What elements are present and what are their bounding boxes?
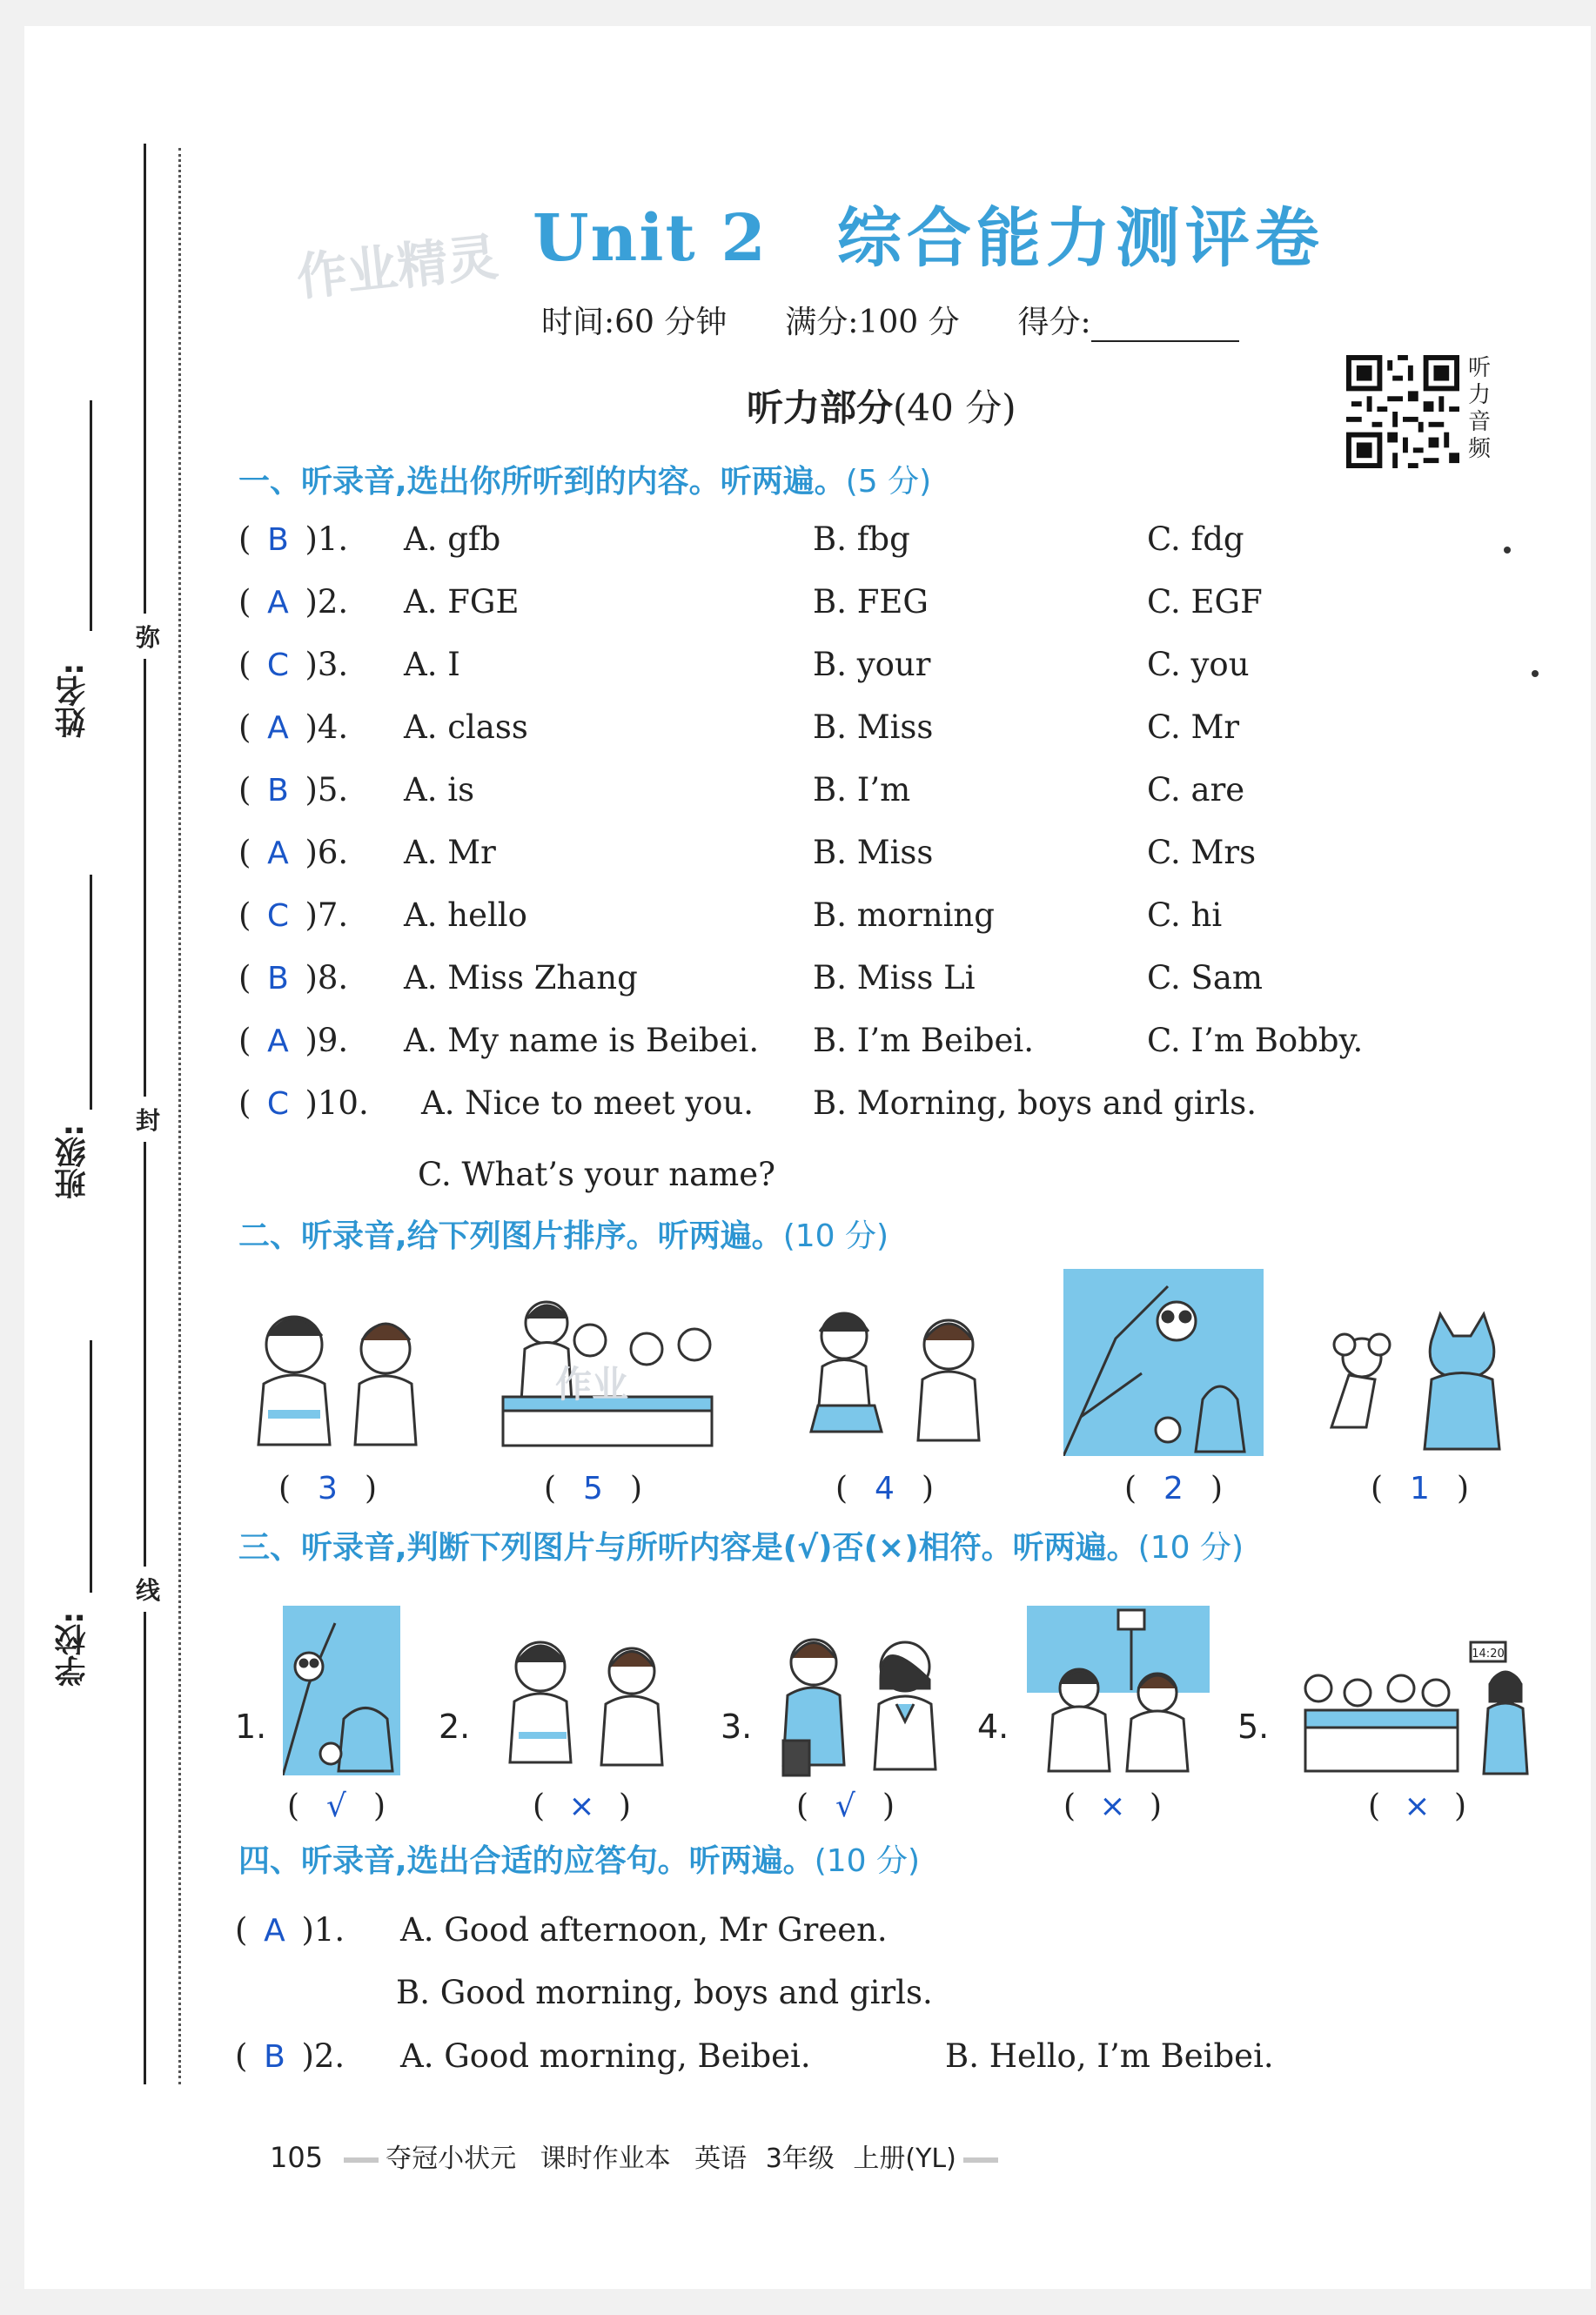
option-c-text: C. I’m Bobby. (1147, 1022, 1364, 1059)
picture-panda-tree-small (283, 1606, 400, 1775)
section1-points: (5 分) (845, 464, 932, 500)
section4-points: (10 分) (814, 1843, 921, 1879)
option-a-text: A. Miss Zhang (404, 959, 638, 996)
answer-bracket: ( C )3. (238, 646, 349, 683)
picture-number: 1. (235, 1708, 267, 1746)
time-limit: 时间:60 分钟 (541, 305, 728, 340)
part-points: (40 分) (893, 386, 1016, 429)
section3-title (238, 1523, 1244, 1567)
footer-arrow (344, 2157, 379, 2163)
qr-label-char: 频 (1467, 436, 1491, 462)
answer-value[interactable]: B (267, 522, 289, 558)
answer-bracket: ( B )1. (238, 520, 349, 558)
option-a-text: A. class (404, 708, 528, 746)
score-blank[interactable] (1091, 314, 1239, 342)
margin-dot (1504, 547, 1511, 554)
score-label: 得分: (1017, 305, 1091, 340)
picture-girl-and-boy-waving (783, 1297, 1018, 1458)
question-number: )5. (305, 771, 349, 809)
section1-title (238, 457, 931, 501)
school-blank-line (90, 1340, 92, 1593)
section4-title-text: 四、听录音,选出合适的应答句。听两遍。 (238, 1843, 815, 1879)
option-c-text: C. fdg (1147, 520, 1244, 558)
option-a-text: A. gfb (404, 520, 501, 558)
picture-basketball-court (1027, 1606, 1210, 1775)
section2-points: (10 分) (782, 1218, 889, 1254)
question-10-option-c (418, 1156, 775, 1201)
option-c-text: C. you (1147, 646, 1250, 683)
answer-bracket: ( A )6. (238, 834, 349, 871)
order-answer-box: ( 3 ) (278, 1471, 377, 1506)
qr-label-char: 力 (1467, 382, 1491, 408)
option-b-text: B. morning (813, 896, 995, 934)
footer-volume: 上册(YL) (853, 2144, 956, 2174)
part-title-text: 听力部分 (747, 386, 894, 429)
footer-grade: 3年级 (765, 2144, 835, 2174)
name-label: 姓名: (55, 662, 91, 739)
full-score: 满分:100 分 (785, 305, 960, 340)
answer-value[interactable]: A (267, 585, 289, 621)
option-c-text: C. Sam (1147, 959, 1264, 996)
order-answer-box: ( 5 ) (544, 1471, 642, 1506)
picture-two-boys (233, 1297, 442, 1453)
option-a-text: A. FGE (404, 583, 520, 621)
picture-number: 4. (977, 1708, 1009, 1746)
question-number: )6. (305, 834, 349, 871)
option-b-text: B. I’m Beibei. (813, 1022, 1035, 1059)
qr-code-icon[interactable] (1345, 355, 1460, 468)
footer-arrow (963, 2157, 998, 2163)
order-answer[interactable]: 5 (583, 1471, 603, 1506)
judge-answer-box: ( × ) (1368, 1788, 1466, 1824)
seal-word-mi: 弥 (131, 614, 165, 659)
qr-label (1465, 355, 1494, 463)
option-b-text: B. Morning, boys and girls. (813, 1084, 1257, 1122)
answer-bracket: ( B )8. (238, 959, 349, 996)
option-b-text: B. your (813, 646, 931, 683)
question-number: )1. (305, 520, 349, 558)
picture-number: 5. (1237, 1708, 1270, 1746)
qr-label-char: 听 (1467, 355, 1491, 381)
answer-value[interactable]: B (267, 961, 289, 996)
option-b-text: B. fbg (813, 520, 910, 558)
name-blank-line (90, 400, 92, 631)
section3-points: (10 分) (1137, 1530, 1244, 1566)
judge-answer-box: ( √ ) (796, 1788, 895, 1824)
option-b-text: B. Good morning, boys and girls. (396, 1974, 933, 2011)
picture-boy-and-girl (766, 1627, 953, 1780)
answer-value[interactable]: A (267, 1023, 289, 1059)
answer-bracket: ( C )10. (238, 1084, 369, 1122)
page-title (533, 187, 1324, 279)
watermark-top: 作业精灵 (293, 227, 501, 307)
option-b-text: B. Miss Li (813, 959, 976, 996)
judge-answer[interactable]: × (1404, 1788, 1431, 1824)
picture-panda-in-tree (1063, 1269, 1264, 1456)
order-answer[interactable]: 1 (1410, 1471, 1430, 1506)
picture-number: 3. (721, 1708, 753, 1746)
order-answer-box: ( 2 ) (1124, 1471, 1223, 1506)
exam-meta (541, 298, 1239, 342)
option-a-text: A. hello (404, 896, 527, 934)
title-text: 综合能力测评卷 (836, 201, 1324, 276)
page-footer (270, 2137, 1005, 2175)
option-a-text: A. Nice to meet you. (421, 1084, 754, 1122)
picture-mouse-and-cat (1310, 1288, 1519, 1458)
option-a-text: A. Good morning, Beibei. (400, 2037, 811, 2075)
answer-bracket: ( A )9. (238, 1022, 349, 1059)
order-answer[interactable]: 2 (1163, 1471, 1184, 1506)
school-label: 学校: (55, 1611, 91, 1688)
picture-two-boys-small (484, 1627, 684, 1775)
answer-bracket: ( B )2. (235, 2037, 345, 2075)
footer-subject: 英语 (694, 2144, 748, 2174)
option-b-text: B. I’m (813, 771, 911, 809)
option-a-text: A. Mr (404, 834, 496, 871)
judge-answer[interactable]: × (568, 1788, 595, 1824)
answer-bracket: ( C )7. (238, 896, 349, 934)
answer-value[interactable]: C (266, 648, 289, 683)
judge-answer[interactable]: × (1099, 1788, 1126, 1824)
option-c-text: C. Mr (1147, 708, 1240, 746)
option-c-text: C. EGF (1147, 583, 1263, 621)
footer-book: 课时作业本 (540, 2144, 671, 2174)
watermark-overlay: 作业 (555, 1363, 629, 1406)
option-a-text: A. I (404, 646, 460, 683)
picture-classroom (486, 1292, 729, 1458)
answer-value[interactable]: A (267, 710, 289, 746)
answer-bracket: ( A )1. (235, 1911, 345, 1949)
question-number: )4. (305, 708, 349, 746)
section4-title (238, 1836, 920, 1881)
order-answer-box: ( 1 ) (1371, 1471, 1469, 1506)
class-label: 班级: (55, 1124, 91, 1200)
option-a-text: A. Good afternoon, Mr Green. (400, 1911, 888, 1949)
judge-answer-box: ( × ) (533, 1788, 631, 1824)
answer-value[interactable]: A (264, 1913, 285, 1949)
footer-brand: 夺冠小状元 (386, 2144, 517, 2174)
answer-value[interactable]: B (264, 2039, 285, 2075)
question-number: )1. (301, 1911, 345, 1949)
question-number: )2. (301, 2037, 345, 2075)
answer-value[interactable]: B (267, 773, 289, 809)
option-c-text: C. hi (1147, 896, 1223, 934)
option-b-text: B. Miss (813, 834, 934, 871)
question-number: )8. (305, 959, 349, 996)
answer-bracket: ( A )2. (238, 583, 349, 621)
page-number: 105 (270, 2141, 324, 2174)
seal-word-xian: 线 (131, 1567, 165, 1612)
answer-value[interactable]: C (266, 898, 289, 934)
judge-answer-box: ( × ) (1063, 1788, 1162, 1824)
option-c-text: C. are (1147, 771, 1245, 809)
picture-number: 2. (439, 1708, 471, 1746)
question-number: )2. (305, 583, 349, 621)
order-answer[interactable]: 4 (875, 1471, 895, 1506)
picture-class-with-teacher (1292, 1641, 1536, 1780)
class-blank-line (90, 875, 92, 1110)
order-answer-box: ( 4 ) (835, 1471, 934, 1506)
option-b-text: B. Hello, I’m Beibei. (945, 2037, 1274, 2075)
answer-bracket: ( B )5. (238, 771, 349, 809)
option-b-text: B. FEG (813, 583, 929, 621)
answer-value[interactable]: C (266, 1086, 289, 1122)
section3-title-text: 三、听录音,判断下列图片与所听内容是(√)否(×)相符。听两遍。 (238, 1530, 1138, 1566)
option-c-text: C. Mrs (1147, 834, 1257, 871)
judge-answer-box: ( √ ) (287, 1788, 386, 1824)
judge-answer[interactable]: √ (835, 1788, 855, 1824)
unit-label: Unit 2 (533, 201, 768, 276)
order-answer[interactable]: 3 (318, 1471, 338, 1506)
seal-word-feng: 封 (131, 1097, 165, 1142)
section2-title (238, 1211, 889, 1256)
clock-time: 14:20 (1472, 1647, 1505, 1661)
judge-answer[interactable]: √ (326, 1788, 346, 1824)
section1-title-text: 一、听录音,选出你所听到的内容。听两遍。 (238, 464, 846, 500)
question-number: )3. (305, 646, 349, 683)
section2-title-text: 二、听录音,给下列图片排序。听两遍。 (238, 1218, 783, 1254)
margin-dot (1532, 670, 1539, 677)
option-b-text: B. Miss (813, 708, 934, 746)
listening-part-title (747, 379, 1016, 432)
question-number: )9. (305, 1022, 349, 1059)
option-a-text: A. My name is Beibei. (404, 1022, 760, 1059)
question-number: )10. (305, 1084, 369, 1122)
answer-bracket: ( A )4. (238, 708, 349, 746)
option-a-text: A. is (404, 771, 475, 809)
qr-label-char: 音 (1467, 409, 1491, 435)
option-c-text: C. What’s your name? (418, 1156, 775, 1193)
s4-question-1-b (396, 1974, 933, 2019)
binding-dotted-line (178, 148, 181, 2084)
answer-value[interactable]: A (267, 835, 289, 871)
question-number: )7. (305, 896, 349, 934)
